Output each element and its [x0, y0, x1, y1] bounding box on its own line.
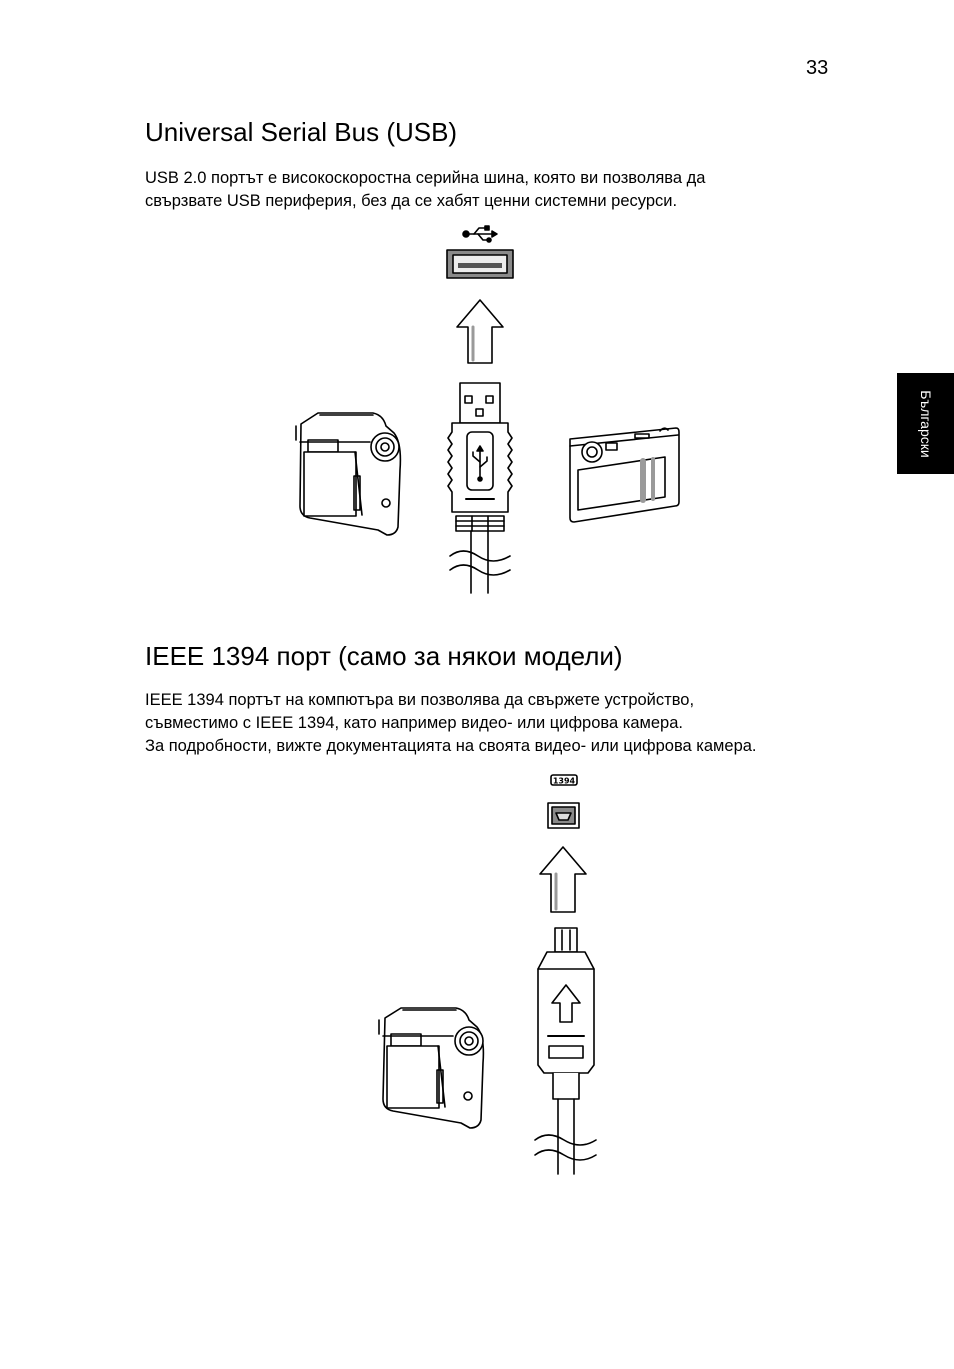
camcorder-icon — [379, 1008, 483, 1128]
ieee1394-badge-icon — [551, 775, 577, 786]
camcorder-icon — [296, 413, 400, 535]
usb-paragraph-line: свързвате USB периферия, без да се хабят ценни системни ресурси. — [145, 192, 678, 210]
page-number: 33 — [806, 57, 829, 79]
usb-section-title: Universal Serial Bus (USB) — [145, 117, 458, 147]
up-arrow-icon — [457, 300, 503, 363]
ieee1394-badge-label: 1394 — [552, 776, 576, 786]
up-arrow-icon — [540, 847, 586, 912]
digital-camera-icon — [570, 428, 679, 522]
ieee1394-port-icon — [548, 803, 579, 828]
usb-paragraph-line: USB 2.0 портът е високоскоростна серийна шина, която ви позволява да — [145, 169, 706, 187]
language-tab-label: Български — [917, 389, 934, 458]
usb-port-icon — [447, 250, 513, 278]
usb-trident-icon — [463, 226, 497, 242]
ieee-paragraph-line: съвместимо с IEEE 1394, като например видео- или цифрова камера. — [145, 714, 683, 732]
ieee-paragraph-line: За подробности, вижте документацията на своята видео- или цифрова камера. — [145, 737, 757, 755]
ieee-section-title: IEEE 1394 порт (само за някои модели) — [145, 641, 623, 671]
usb-plug-icon — [448, 383, 512, 593]
ieee1394-plug-icon — [535, 928, 596, 1174]
ieee-paragraph-line: IEEE 1394 портът на компютъра ви позволява да свържете устройство, — [145, 691, 695, 709]
